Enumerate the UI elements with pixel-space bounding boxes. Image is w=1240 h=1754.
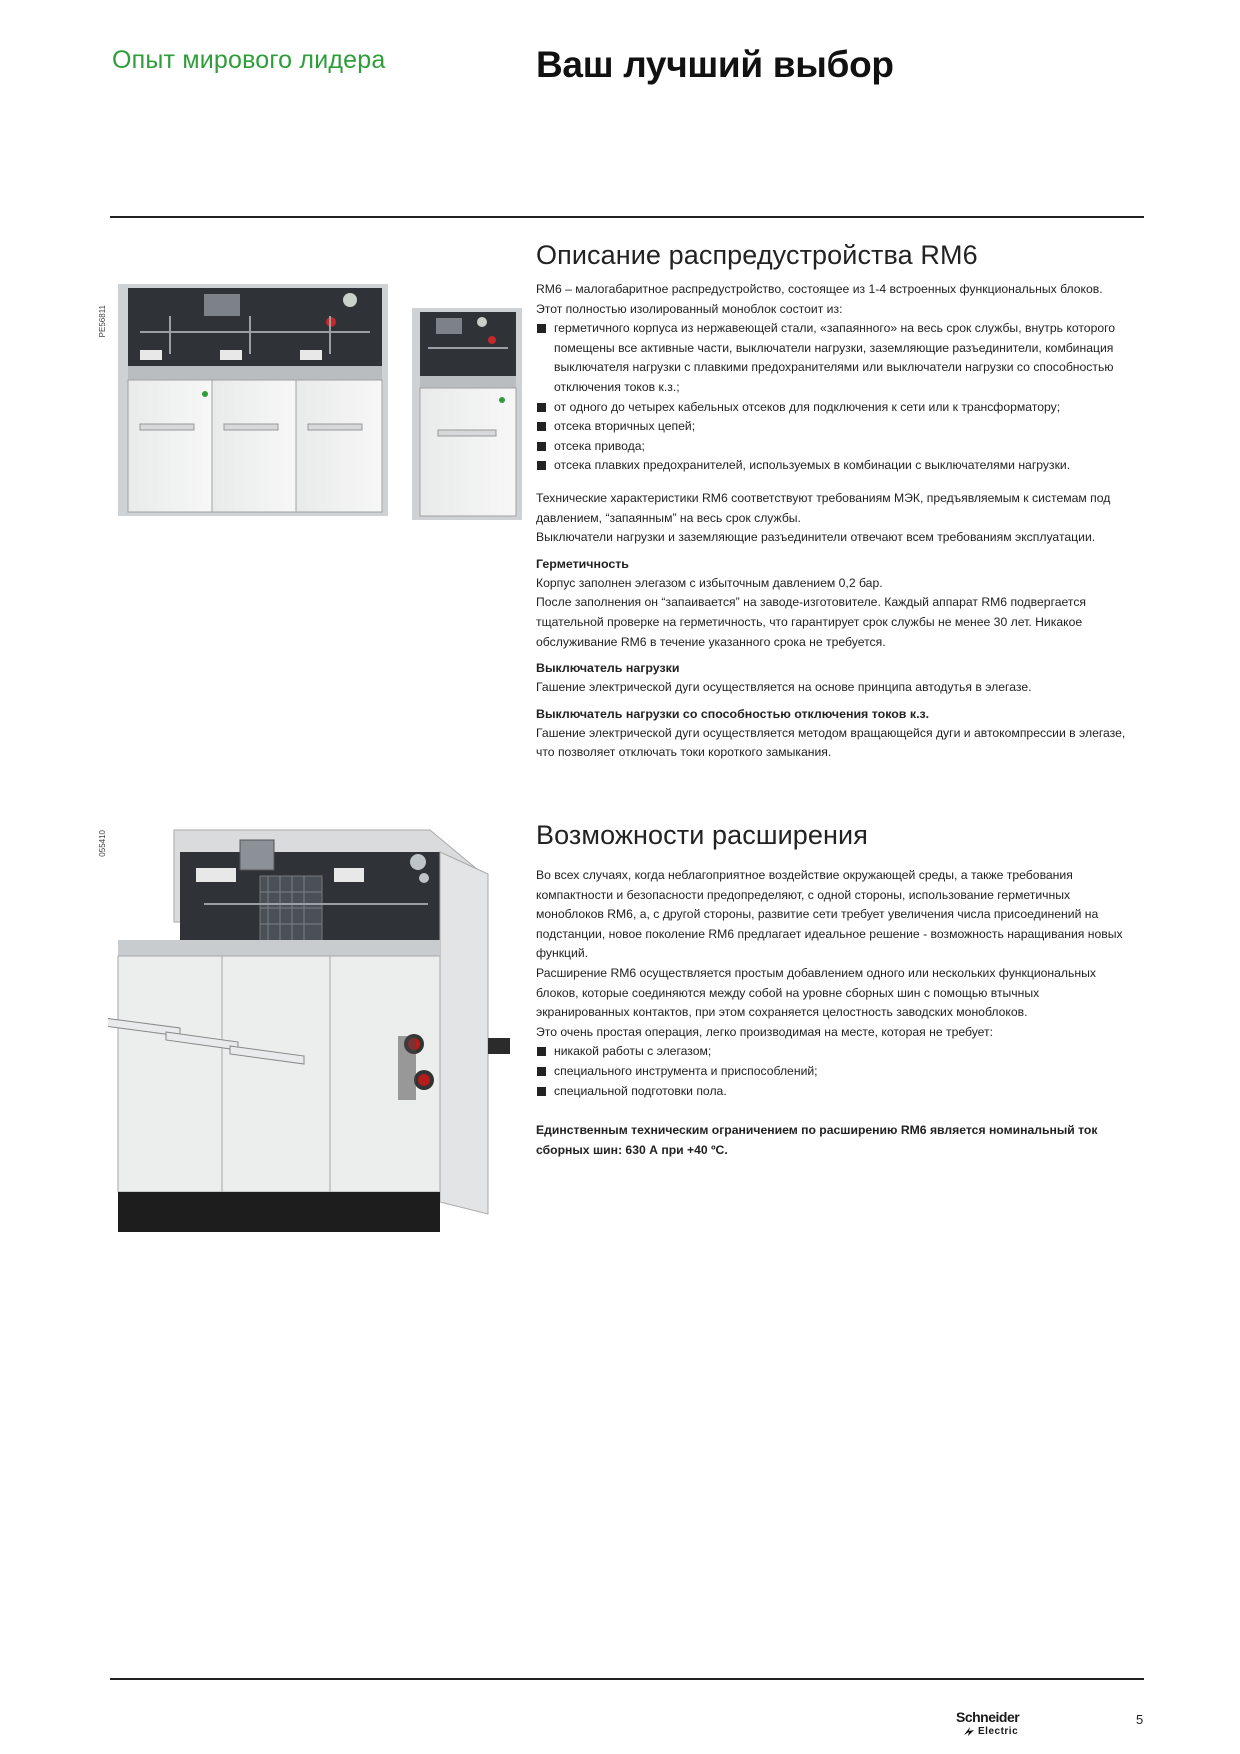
intro-line: Этот полностью изолированный моноблок состоит из:: [536, 301, 843, 316]
extension-paragraph: Это очень простая операция, легко производимая на месте, которая не требует:: [536, 1024, 994, 1039]
top-divider: [110, 216, 1144, 218]
subsection-heading-load-switch: Выключатель нагрузки: [536, 661, 680, 676]
brand-mark-icon: [962, 1725, 976, 1737]
extension-conclusion: Единственным техническим ограничением по расширению RM6 является номинальный ток сборных шин: 630 А при +40 ºС.: [536, 1123, 1098, 1157]
subsection-heading-sealing: Герметичность: [536, 556, 629, 571]
list-item: никакой работы с элегазом;: [536, 1042, 1136, 1062]
rm6-switchgear-photo: [110, 276, 530, 522]
section-title-description: Описание распредустройства RM6: [536, 240, 978, 270]
subsection-paragraph: Гашение электрической дуги осуществляется на основе принципа автодутья в элегазе.: [536, 680, 1032, 695]
list-item: от одного до четырех кабельных отсеков для подключения к сети или к трансформатору;: [536, 398, 1136, 418]
schneider-electric-logo: [956, 1710, 1046, 1746]
list-item: герметичного корпуса из нержавеющей стали, «запаянного» на весь срок службы, внутрь которого помещены все активные части, выключатели нагрузки, заземляющие разъединители, комбинация выключателя нагрузки с плавкими предохранителями или выключатели нагрузки со способностью отключения токов к.з.;: [536, 319, 1136, 397]
list-item: отсека вторичных цепей;: [536, 417, 1136, 437]
page-title: Ваш лучший выбор: [536, 44, 894, 85]
bottom-divider: [110, 1678, 1144, 1680]
bullet-square-icon: [537, 403, 546, 412]
tech-paragraph: Технические характеристики RM6 соответствуют требованиям МЭК, предъявляемым к системам под давлением, “запаянным” на весь срок службы.: [536, 490, 1111, 525]
subsection-paragraph: После заполнения он “запаивается” на заводе-изготовителе. Каждый аппарат RM6 подвергается тщательной проверке на герметичность, что гарантирует срок службы не менее 30 лет. Никакое обслуживание RM6 в течение указанного срока не требуется.: [536, 595, 1087, 649]
rm6-extension-photo: [108, 822, 518, 1242]
extension-paragraph: Расширение RM6 осуществляется простым добавлением одного или нескольких функциональных блоков, которые соединяются между собой на уровне сборных шин с помощью втычных экранированных контактов, при этом сохраняется целостность заводских моноблоков.: [536, 965, 1096, 1020]
bullet-square-icon: [537, 461, 546, 470]
bullet-square-icon: [537, 1047, 546, 1056]
list-item: специальной подготовки пола.: [536, 1082, 1136, 1102]
bullet-square-icon: [537, 1087, 546, 1096]
section-description-body: [536, 280, 1136, 763]
bullet-square-icon: [537, 324, 546, 333]
list-item: отсека привода;: [536, 437, 1136, 457]
header-subtitle: Опыт мирового лидера: [112, 46, 386, 74]
tech-paragraph: Выключатели нагрузки и заземляющие разъединители отвечают всем требованиям эксплуатации.: [536, 530, 1096, 545]
list-item: специального инструмента и приспособлений;: [536, 1062, 1136, 1082]
photo-code-2: 055410: [98, 830, 107, 857]
subsection-paragraph: Гашение электрической дуги осуществляется методом вращающейся дуги и автокомпрессии в элегазе, что позволяет отключать токи короткого замыкания.: [536, 725, 1126, 760]
section-title-extension: Возможности расширения: [536, 820, 868, 850]
extension-paragraph: Во всех случаях, когда неблагоприятное воздействие окружающей среды, а также требования компактности и безопасности предопределяют, с одной стороны, использование герметичных моноблоков RM6, а, с другой стороны, развитие сети требует увеличения числа присоединений на подстанции, новое поколение RM6 предлагает идеальное решение - возможность наращивания новых функций.: [536, 868, 1123, 961]
brand-line-1: Schneider: [956, 1709, 1020, 1725]
brand-line-2: Electric: [978, 1725, 1019, 1737]
small-unit-control-panel: [420, 312, 516, 376]
subsection-heading-breaker: Выключатель нагрузки со способностью отключения токов к.з.: [536, 706, 930, 721]
page-number: 5: [1136, 1712, 1144, 1727]
base-plinth: [118, 1192, 440, 1232]
photo-code-1: PE56811: [98, 305, 107, 338]
bullet-square-icon: [537, 422, 546, 431]
bullet-square-icon: [537, 442, 546, 451]
list-item: отсека плавких предохранителей, используемых в комбинации с выключателями нагрузки.: [536, 456, 1136, 476]
intro-line: RM6 – малогабаритное распредустройство, состоящее из 1-4 встроенных функциональных блоков.: [536, 282, 1103, 296]
section-extension-body: [536, 866, 1136, 1160]
bullet-square-icon: [537, 1067, 546, 1076]
subsection-paragraph: Корпус заполнен элегазом с избыточным давлением 0,2 бар.: [536, 575, 883, 590]
